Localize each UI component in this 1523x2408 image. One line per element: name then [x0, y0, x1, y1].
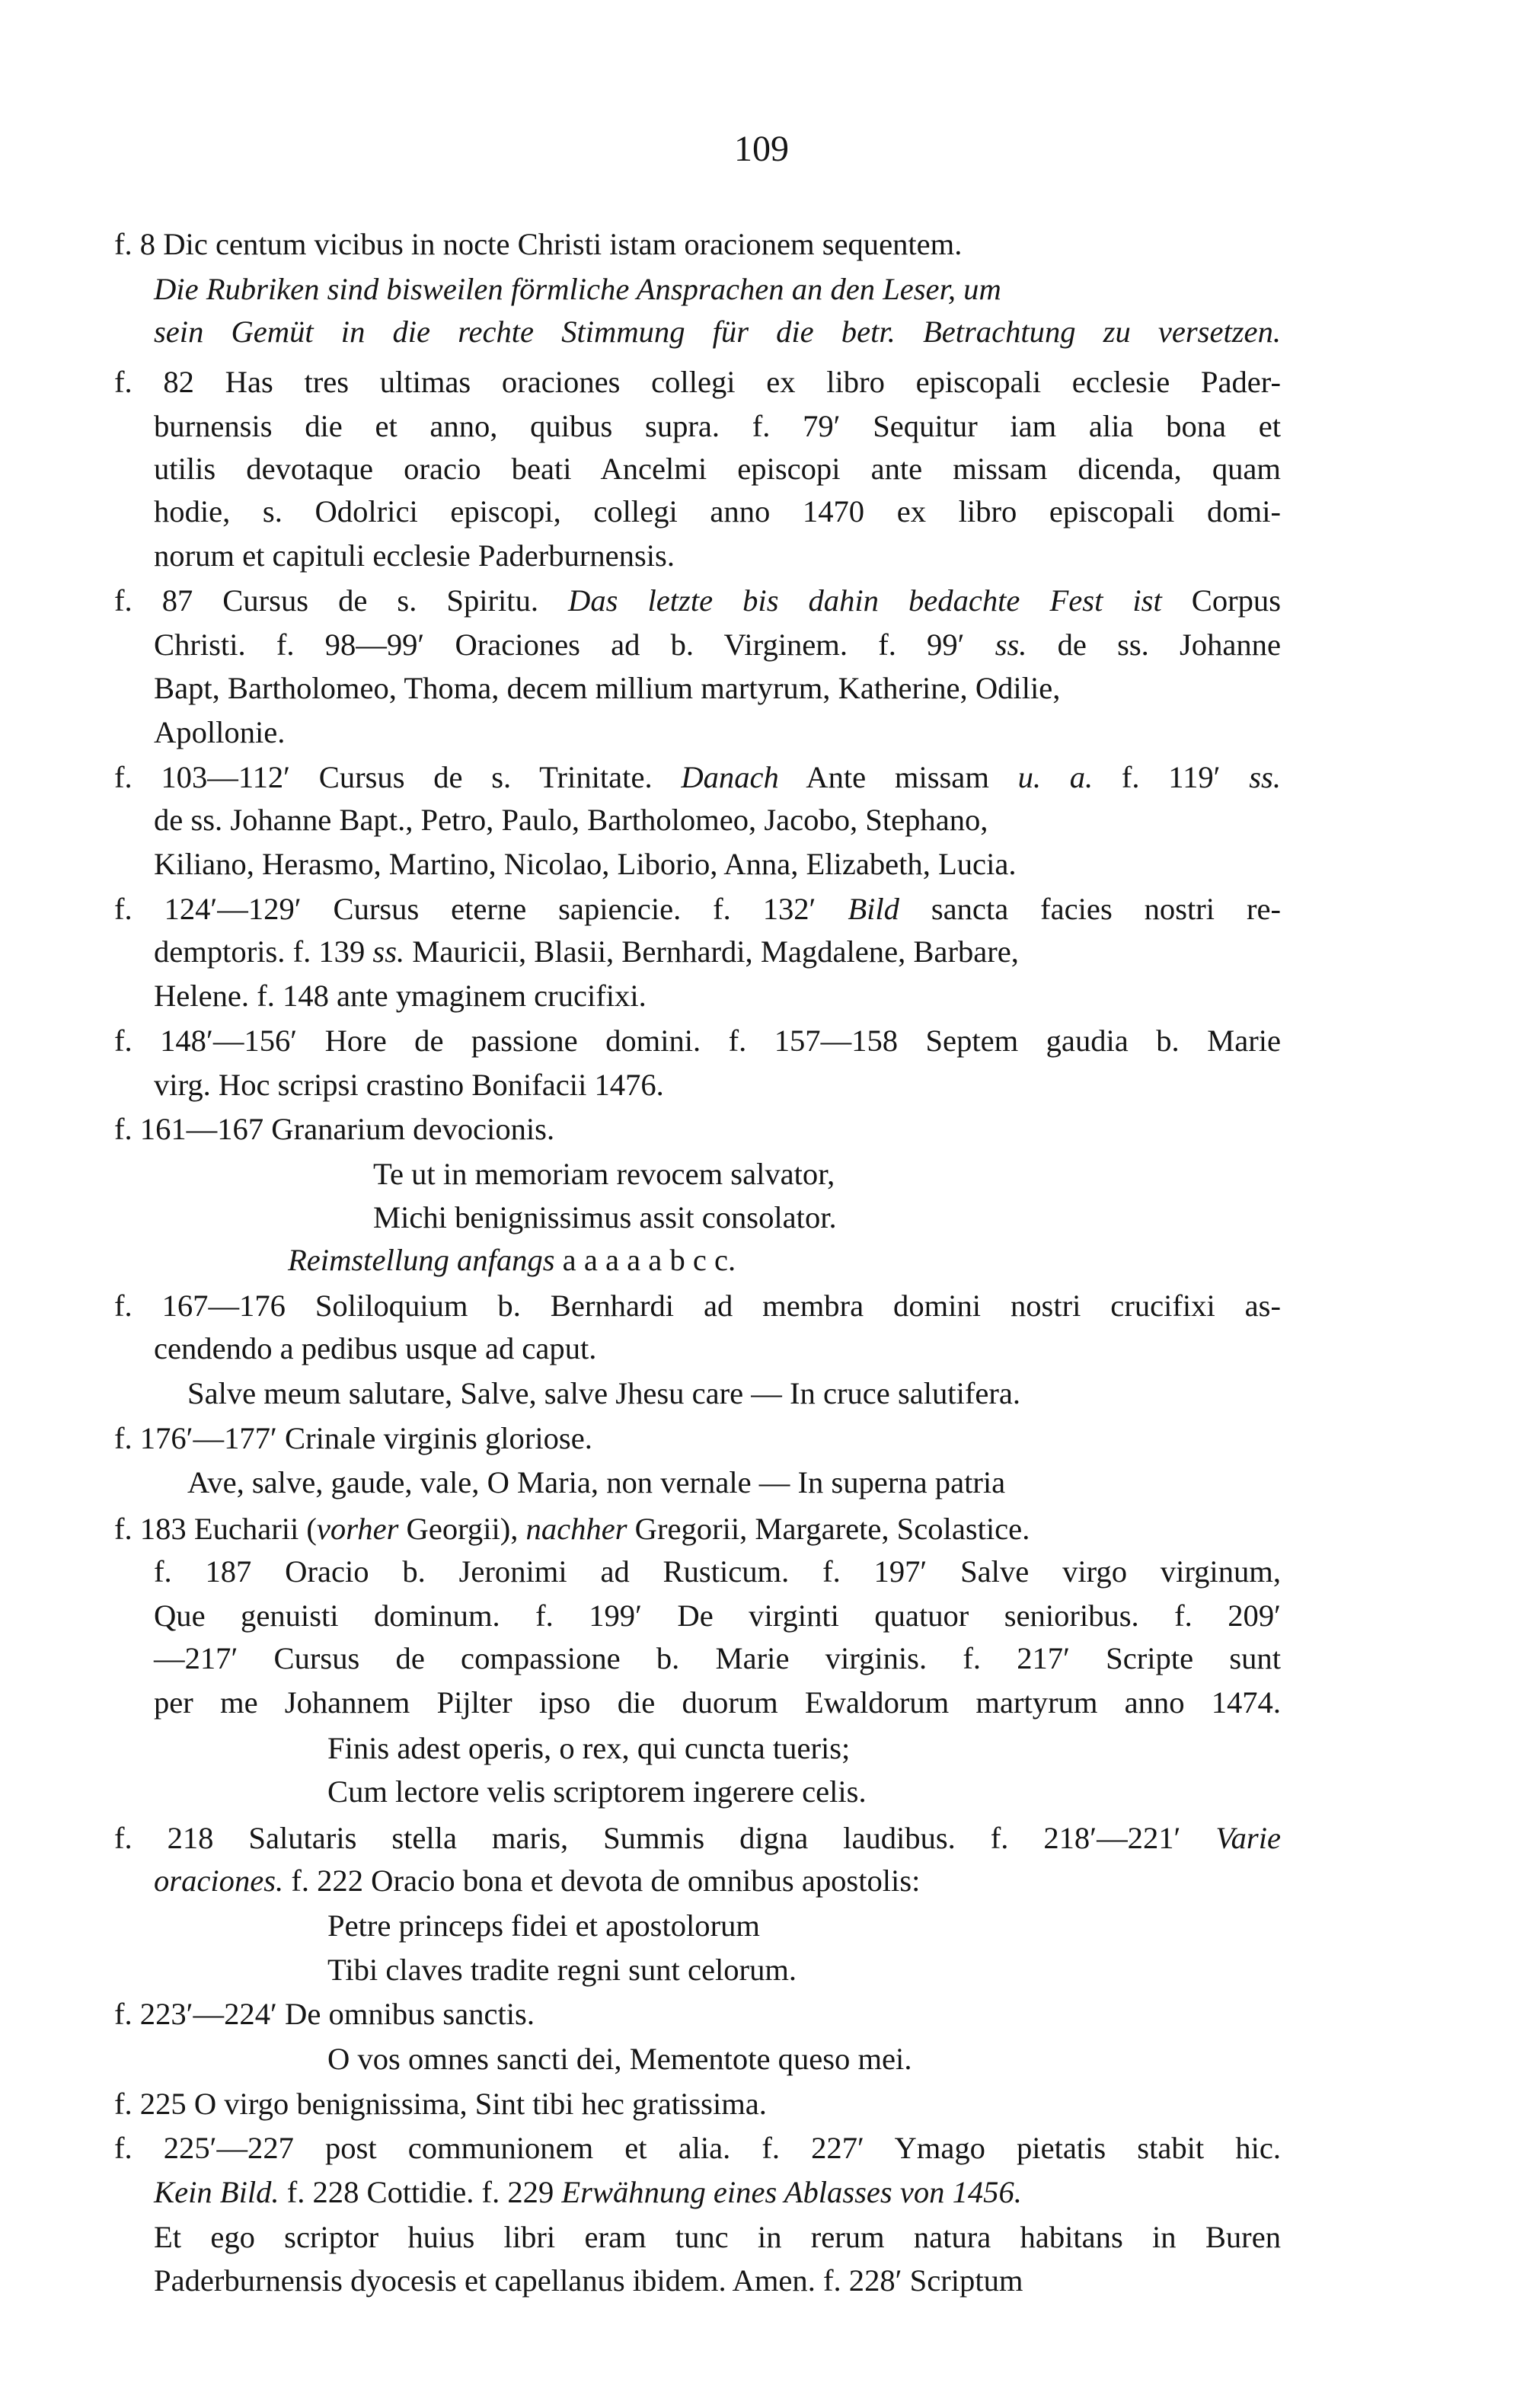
text-segment: sancta facies nostri re- — [899, 892, 1281, 926]
italic-text-segment: Die Rubriken sind bisweilen förmliche Ansprachen an den Leser, um — [154, 272, 1001, 306]
text-segment: —217′ Cursus de compassione b. Marie virginis. f. 217′ Scripte sunt — [154, 1641, 1281, 1675]
text-line — [114, 224, 1281, 265]
text-line — [114, 2128, 1281, 2169]
text-line — [154, 800, 1281, 841]
text-line — [154, 269, 1281, 310]
text-segment: Salve meum salutare, Salve, salve Jhesu care — In cruce salutifera. — [187, 1376, 1021, 1410]
text-segment: virg. Hoc scripsi crastino Bonifacii 1476. — [154, 1068, 664, 1102]
text-line — [154, 535, 675, 576]
text-line — [373, 1197, 837, 1238]
italic-text-segment: Das letzte bis dahin bedachte Fest ist — [568, 583, 1162, 618]
text-line — [154, 976, 647, 1017]
text-line — [114, 1285, 1281, 1327]
text-line — [154, 1328, 596, 1369]
text-segment: f. 223′—224′ De omnibus sanctis. — [114, 1997, 535, 2031]
text-segment: Corpus — [1161, 583, 1281, 618]
text-segment: Ante missam — [778, 760, 1018, 794]
text-line — [114, 1994, 535, 2035]
text-segment: Cum lectore velis scriptorem ingerere celis. — [327, 1774, 867, 1809]
text-segment: hodie, s. Odolrici episcopi, collegi anno 1470 ex libro episcopali domi- — [154, 494, 1281, 529]
text-segment: Finis adest operis, o rex, qui cuncta tueris; — [327, 1731, 851, 1765]
text-segment: Que genuisti dominum. f. 199′ De virginti quatuor senioribus. f. 209′ — [154, 1598, 1281, 1633]
text-segment: f. 103—112′ Cursus de s. Trinitate. — [114, 760, 682, 794]
italic-text-segment: ss. — [372, 934, 405, 969]
text-line — [114, 1109, 554, 1150]
text-segment: Kiliano, Herasmo, Martino, Nicolao, Liborio, Anna, Elizabeth, Lucia. — [154, 847, 1017, 881]
text-segment: burnensis die et anno, quibus supra. f. 79′ Sequitur iam alia bona et — [154, 409, 1281, 443]
text-line — [327, 2039, 912, 2080]
text-line — [154, 2217, 1281, 2258]
text-line — [114, 362, 1281, 403]
text-line — [154, 844, 1017, 885]
text-line — [114, 1818, 1281, 1859]
text-segment: Gregorii, Margarete, Scolastice. — [627, 1512, 1030, 1546]
text-segment: f. 225 O virgo benignissima, Sint tibi hec gratissima. — [114, 2087, 767, 2121]
text-segment: Georgii), — [398, 1512, 526, 1546]
text-line — [187, 1462, 1005, 1503]
text-segment: f. 176′—177′ Crinale virginis gloriose. — [114, 1421, 592, 1455]
text-line — [114, 1418, 592, 1459]
text-line — [154, 1595, 1281, 1637]
italic-text-segment: ss. — [995, 628, 1027, 662]
text-line — [373, 1154, 835, 1195]
text-line — [154, 311, 1281, 353]
italic-text-segment: nachher — [525, 1512, 627, 1546]
text-segment: f. 87 Cursus de s. Spiritu. — [114, 583, 569, 618]
text-line — [114, 1509, 1281, 1550]
italic-text-segment: Bild — [848, 892, 899, 926]
italic-text-segment: vorher — [316, 1512, 399, 1546]
text-line — [154, 1638, 1281, 1679]
text-segment: f. 161—167 Granarium devocionis. — [114, 1112, 555, 1146]
text-line — [327, 1905, 760, 1947]
text-line — [154, 406, 1281, 447]
text-segment: f. 187 Oracio b. Jeronimi ad Rusticum. f. 197′ Salve virgo virginum, — [154, 1554, 1281, 1589]
text-segment: f. 183 Eucharii ( — [114, 1512, 317, 1546]
text-segment: f. 8 Dic centum vicibus in nocte Christi istam oracionem sequentem. — [114, 227, 963, 261]
text-line — [114, 889, 1281, 930]
text-line — [187, 1373, 1020, 1414]
text-line — [114, 580, 1281, 621]
text-segment: Helene. f. 148 ante ymaginem crucifixi. — [154, 979, 647, 1013]
text-segment: Michi benignissimus assit consolator. — [373, 1200, 837, 1234]
text-segment: f. 82 Has tres ultimas oraciones collegi ex libro episcopali ecclesie Pader- — [114, 365, 1281, 399]
text-line — [327, 1771, 867, 1812]
text-line — [154, 1065, 664, 1106]
italic-text-segment: sein Gemüt in die rechte Stimmung für die betr. Betrachtung zu versetzen. — [154, 315, 1281, 349]
text-segment: f. 218 Salutaris stella maris, Summis digna laudibus. f. 218′—221′ — [114, 1821, 1216, 1855]
text-segment: f. 119′ — [1093, 760, 1250, 794]
text-segment: cendendo a pedibus usque ad caput. — [154, 1331, 597, 1365]
text-segment: de ss. Johanne Bapt., Petro, Paulo, Bartholomeo, Jacobo, Stephano, — [154, 803, 988, 837]
text-line — [154, 1860, 920, 1902]
text-segment: Te ut in memoriam revocem salvator, — [373, 1157, 835, 1191]
text-segment: a a a a a b c c. — [554, 1243, 736, 1277]
text-segment: Bapt, Bartholomeo, Thoma, decem millium martyrum, Katherine, Odilie, — [154, 671, 1061, 705]
text-segment: f. 225′—227 post communionem et alia. f. 227′ Ymago pietatis stabit hic. — [114, 2131, 1281, 2165]
text-segment: Ave, salve, gaude, vale, O Maria, non vernale — In superna patria — [187, 1465, 1006, 1499]
text-segment: de ss. Johanne — [1027, 628, 1281, 662]
text-line — [154, 931, 1281, 972]
text-line — [327, 1950, 797, 1991]
text-segment: f. 148′—156′ Hore de passione domini. f. 157—158 Septem gaudia b. Marie — [114, 1024, 1281, 1058]
text-line — [114, 757, 1281, 798]
italic-text-segment: Kein Bild. — [154, 2175, 279, 2209]
page-number: 109 — [734, 129, 789, 169]
text-line — [154, 2260, 1281, 2301]
text-segment: f. 124′—129′ Cursus eterne sapiencie. f. 132′ — [114, 892, 848, 926]
italic-text-segment: Varie — [1215, 1821, 1281, 1855]
text-segment: demptoris. f. 139 — [154, 934, 373, 969]
text-segment: Apollonie. — [154, 715, 286, 749]
text-line — [154, 491, 1281, 532]
text-line — [154, 668, 1281, 709]
text-segment: Christi. f. 98—99′ Oraciones ad b. Virginem. f. 99′ — [154, 628, 995, 662]
text-line — [114, 1020, 1281, 1062]
text-segment: norum et capituli ecclesie Paderburnensis. — [154, 538, 675, 573]
text-line — [154, 1682, 1281, 1723]
text-line — [154, 624, 1281, 666]
text-segment: Mauricii, Blasii, Bernhardi, Magdalene, Barbare, — [404, 934, 1019, 969]
text-segment: f. 222 Oracio bona et devota de omnibus apostolis: — [283, 1863, 921, 1898]
italic-text-segment: Reimstellung anfangs — [288, 1243, 555, 1277]
text-line — [154, 712, 285, 753]
italic-text-segment: Erwähnung eines Ablasses von 1456. — [561, 2175, 1022, 2209]
text-segment: Et ego scriptor huius libri eram tunc in rerum natura habitans in Buren — [154, 2220, 1281, 2254]
italic-text-segment: ss. — [1249, 760, 1281, 794]
text-segment: Petre princeps fidei et apostolorum — [327, 1908, 760, 1943]
text-segment: Paderburnensis dyocesis et capellanus ibidem. Amen. f. 228′ Scriptum — [154, 2263, 1023, 2298]
text-line — [154, 449, 1281, 490]
italic-text-segment: u. a. — [1017, 760, 1094, 794]
italic-text-segment: oraciones. — [154, 1863, 284, 1898]
text-line — [288, 1240, 736, 1281]
text-line — [154, 2172, 1022, 2213]
text-line — [114, 2084, 767, 2125]
text-line — [154, 1551, 1281, 1592]
text-segment: utilis devotaque oracio beati Ancelmi episcopi ante missam dicenda, quam — [154, 452, 1281, 486]
text-segment: f. 228 Cottidie. f. 229 — [279, 2175, 562, 2209]
text-segment: f. 167—176 Soliloquium b. Bernhardi ad membra domini nostri crucifixi as- — [114, 1289, 1281, 1323]
text-segment: O vos omnes sancti dei, Mementote queso mei. — [327, 2042, 912, 2076]
text-line — [327, 1728, 850, 1769]
italic-text-segment: Danach — [681, 760, 779, 794]
text-segment: per me Johannem Pijlter ipso die duorum Ewaldorum martyrum anno 1474. — [154, 1685, 1281, 1720]
text-segment: Tibi claves tradite regni sunt celorum. — [327, 1953, 797, 1987]
